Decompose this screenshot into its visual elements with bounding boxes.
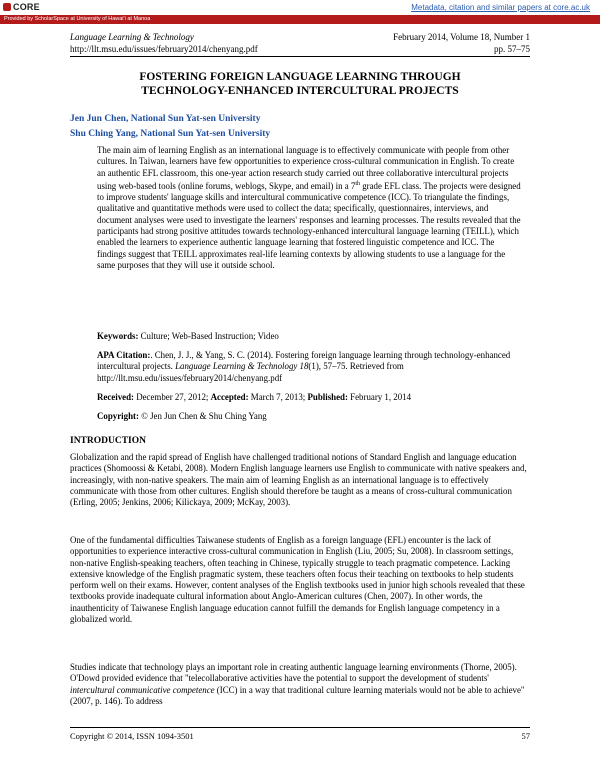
core-banner — [0, 0, 600, 15]
intro-paragraph-3 — [70, 662, 530, 707]
published-label: Published: — [307, 392, 348, 402]
intro-paragraph-1: Globalization and the rapid spread of English have challenged traditional notions of Standard English and language education practices (Shomoossi & Ketabi, 2008). Modern English language learners use English to communicate with native speakers and, increasingly, with non-native speakers. The main aim of learning English as an international language is to effectively communicate with those from other cultures. English should therefore be taught as a means of cross-cultural communication (Erling, 2005; Jenkins, 2006; Kilickaya, 2009; McKay, 2003). — [70, 452, 527, 508]
copyright-label: Copyright: — [97, 411, 139, 421]
accepted-label: Accepted: — [210, 392, 249, 402]
author-1[interactable]: Jen Jun Chen, National Sun Yat-sen University — [70, 114, 261, 124]
keywords — [97, 331, 522, 342]
introduction-heading: INTRODUCTION — [70, 436, 147, 446]
core-logo[interactable] — [3, 2, 40, 12]
footer-divider — [70, 727, 530, 728]
article-title — [70, 70, 530, 98]
journal-name: Language Learning & Technology — [70, 32, 194, 42]
article-url[interactable]: http://llt.msu.edu/issues/february2014/chenyang.pdf — [70, 43, 258, 54]
apa-citation — [97, 350, 522, 384]
abstract-text-a: The main aim of learning English as an international language is to effectively communicate with people from other cultures. In Taiwan, learners have few opportunities to experience cross-cultural communication in English. To create an authentic EFL classroom, this one-year action research study carried out three collaborative intercultural projects using web-based tools (online forums, weblogs, Skype, and email) in a 7 — [97, 145, 515, 191]
title-line-2: TECHNOLOGY-ENHANCED INTERCULTURAL PROJECTS — [141, 85, 459, 97]
copyright-line — [97, 411, 522, 422]
publication-dates — [97, 392, 522, 403]
header-divider — [70, 56, 530, 57]
keywords-label: Keywords: — [97, 331, 139, 341]
accepted-date: March 7, 2013; — [248, 392, 308, 402]
core-logo-text: CORE — [13, 2, 40, 12]
running-header-left — [70, 32, 258, 55]
p3-text-a: Studies indicate that technology plays an important role in creating authentic language learning environments (Thorne, 2005). O'Dowd provided evidence that "telecollaborative activities have the potential to support the development of students' — [70, 662, 517, 684]
title-line-1: FOSTERING FOREIGN LANGUAGE LEARNING THROUGH — [139, 71, 461, 83]
provided-by-bar: Provided by ScholarSpace at University of Hawai'i at Manoa — [0, 15, 600, 24]
apa-label: APA Citation: — [97, 350, 151, 360]
footer-copyright: Copyright © 2014, ISSN 1094-3501 — [70, 731, 194, 741]
apa-journal: Language Learning & Technology 18 — [175, 361, 309, 372]
published-date: February 1, 2014 — [347, 392, 412, 402]
page-range: pp. 57–75 — [494, 43, 530, 54]
running-header-right — [393, 32, 530, 55]
abstract — [97, 145, 522, 271]
apa-text-a: . Chen, J. J., & Yang, S. C. (2014). Fostering foreign language learning through technology-enhanced intercultural projects. — [97, 350, 511, 372]
apa-text-b: (1), 57–75. Retrieved from http://llt.msu.edu/issues/february2014/chenyang.pdf — [97, 361, 404, 383]
p3-text-b: (ICC) in a way that traditional culture learning materials would not be able to achieve" (2007, p. 146). To address — [70, 684, 525, 706]
issue-info: February 2014, Volume 18, Number 1 — [393, 32, 530, 42]
received-label: Received: — [97, 392, 134, 402]
page-number: 57 — [521, 731, 530, 741]
abstract-text-b: grade EFL class. The projects were designed to improve students' language skills and intercultural communicative competence (ICC). To triangulate the findings, qualitative and quantitative methods were used to collect the data; specifically, questionnaires, interviews, and document analyses were used to investigate the learners' responses and learning processes. The results revealed that the participants had strong positive attitudes towards technology-enhanced intercultural language learning (TEILL), which enabled the learners to experience authentic language learning that fostered linguistic competence and ICC. The findings suggest that TEILL approximates real-life learning contexts by allowing students to use a language for the same purposes that they will use it outside school. — [97, 180, 521, 270]
copyright-text: © Jen Jun Chen & Shu Ching Yang — [138, 411, 267, 421]
p3-italic: intercultural communicative competence — [70, 684, 215, 695]
abstract-superscript: th — [355, 180, 360, 187]
author-2[interactable]: Shu Ching Yang, National Sun Yat-sen University — [70, 129, 271, 139]
core-logo-icon — [3, 3, 11, 11]
received-date: December 27, 2012; — [133, 392, 211, 402]
core-metadata-link[interactable]: Metadata, citation and similar papers at core.ac.uk — [411, 3, 590, 12]
intro-paragraph-2: One of the fundamental difficulties Taiwanese students of English as a foreign language (EFL) encounter is the lack of opportunities to experience interactive cross-cultural communication in English (Liu, 2005; Su, 2008). In classroom settings, non-native English-speaking teachers, often teaching in Chinese, typically struggle to teach pragmatic competence. Lacking extensive knowledge of the English pragmatic system, these teachers often focus their teaching on textbooks to help students perform well on their exams. However, content analyses of the English textbooks used in junior high schools revealed that these textbooks provide inadequate cultural information about Anglo-American cultures (Chen, 2007). In other words, the inauthenticity of Taiwanese English language education cannot fulfill the demands for English language competency in a globalized world. — [70, 535, 525, 625]
keywords-text: Culture; Web-Based Instruction; Video — [138, 331, 279, 341]
